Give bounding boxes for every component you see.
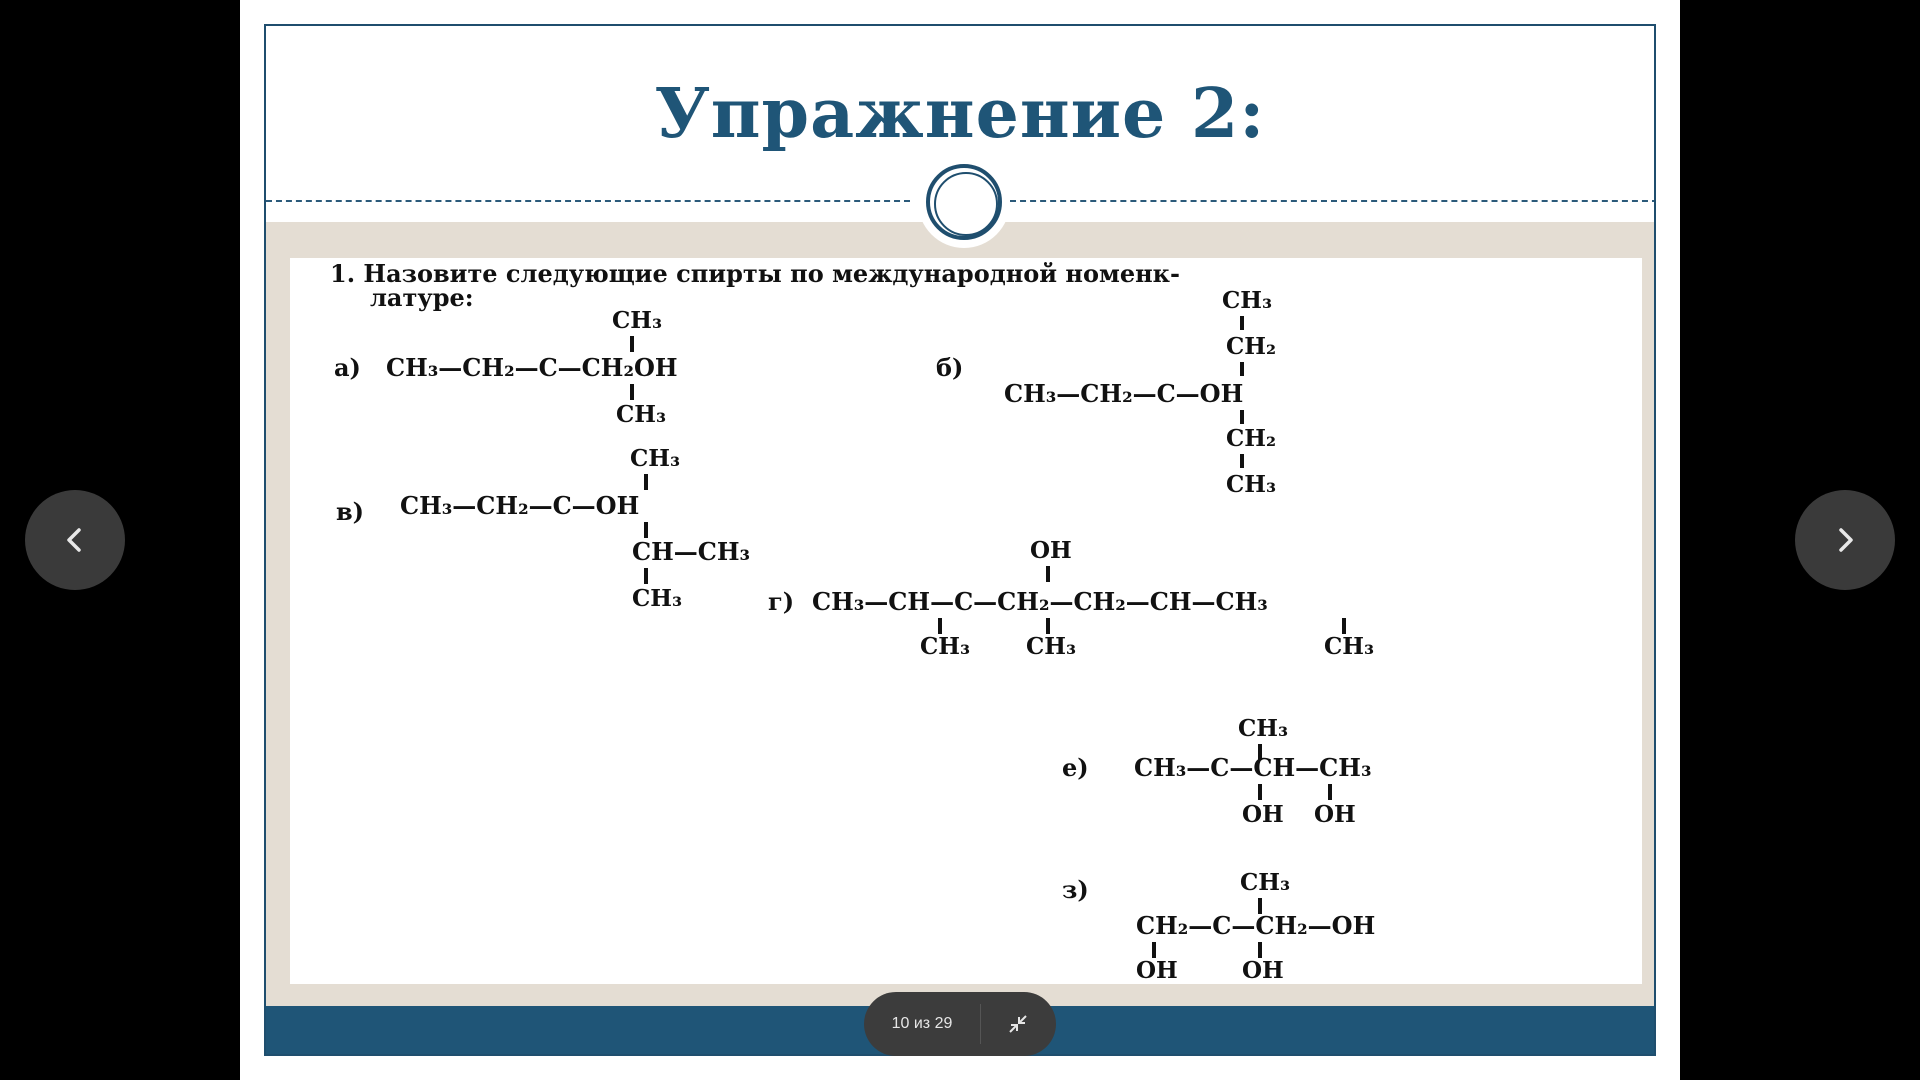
chevron-right-icon [1829, 524, 1861, 556]
structure-g-sub3: CH₃ [1324, 633, 1375, 660]
structure-a-top: CH₃ [612, 307, 663, 334]
structure-v-bottom1: CH—CH₃ [632, 537, 751, 566]
structure-g-sub2: CH₃ [1026, 633, 1077, 660]
structure-b-main: CH₃—CH₂—C—OH [1004, 379, 1244, 408]
structure-a-label: а) [334, 353, 361, 382]
exit-fullscreen-icon [1007, 1013, 1029, 1035]
structure-v-bottom2: CH₃ [632, 585, 683, 612]
structure-b-bottom1: CH₂ [1226, 425, 1277, 452]
structure-g-label: г) [768, 587, 795, 616]
chevron-left-icon [59, 524, 91, 556]
structure-a-bottom: CH₃ [616, 401, 667, 428]
previous-slide-button[interactable] [25, 490, 125, 590]
page-counter: 10 из 29 [891, 1015, 953, 1032]
structure-a-main: CH₃—CH₂—C—CH₂OH [386, 353, 678, 382]
structure-e-top: CH₃ [1238, 715, 1289, 742]
chemistry-structures [290, 258, 1642, 984]
structure-z [1062, 869, 1375, 984]
structure-z-oh1: OH [1136, 957, 1178, 984]
structure-v-top: CH₃ [630, 445, 681, 472]
structure-v [336, 445, 750, 612]
structure-z-main: CH₂—C—CH₂—OH [1136, 911, 1376, 940]
structure-g-top: OH [1030, 537, 1072, 564]
structure-z-label: з) [1062, 875, 1089, 904]
structure-e-oh2: OH [1314, 801, 1356, 828]
structure-b [936, 287, 1276, 498]
structure-e [1062, 715, 1371, 828]
presentation-control-bar [864, 992, 1056, 1056]
slide-header [266, 26, 1654, 222]
circle-ornament-icon [926, 164, 1002, 240]
task-line-1: 1. Назовите следующие спирты по международной номенк- [330, 259, 1180, 288]
structure-b-top2: CH₂ [1226, 333, 1277, 360]
structure-b-top1: CH₃ [1222, 287, 1273, 314]
structure-e-main: CH₃—C—CH—CH₃ [1134, 753, 1372, 782]
structure-e-label: е) [1062, 753, 1089, 782]
exit-fullscreen-button[interactable] [981, 992, 1055, 1056]
structure-g-main: CH₃—CH—C—CH₂—CH₂—CH—CH₃ [812, 587, 1268, 616]
structure-z-oh2: OH [1242, 957, 1284, 984]
header-divider-right [1010, 200, 1656, 202]
slide-content-image [290, 258, 1642, 984]
structure-a [334, 307, 678, 428]
slide [264, 24, 1656, 1056]
structure-g [768, 537, 1374, 660]
structure-v-main: CH₃—CH₂—C—OH [400, 491, 640, 520]
structure-e-oh1: OH [1242, 801, 1284, 828]
slide-title: Упражнение 2: [654, 74, 1266, 154]
header-divider-left [266, 200, 910, 202]
structure-g-sub1: CH₃ [920, 633, 971, 660]
structure-z-top: CH₃ [1240, 869, 1291, 896]
structure-v-label: в) [336, 497, 365, 526]
next-slide-button[interactable] [1795, 490, 1895, 590]
structure-b-label: б) [936, 353, 964, 382]
task-line-2: латуре: [370, 283, 474, 312]
structure-b-bottom2: CH₃ [1226, 471, 1277, 498]
